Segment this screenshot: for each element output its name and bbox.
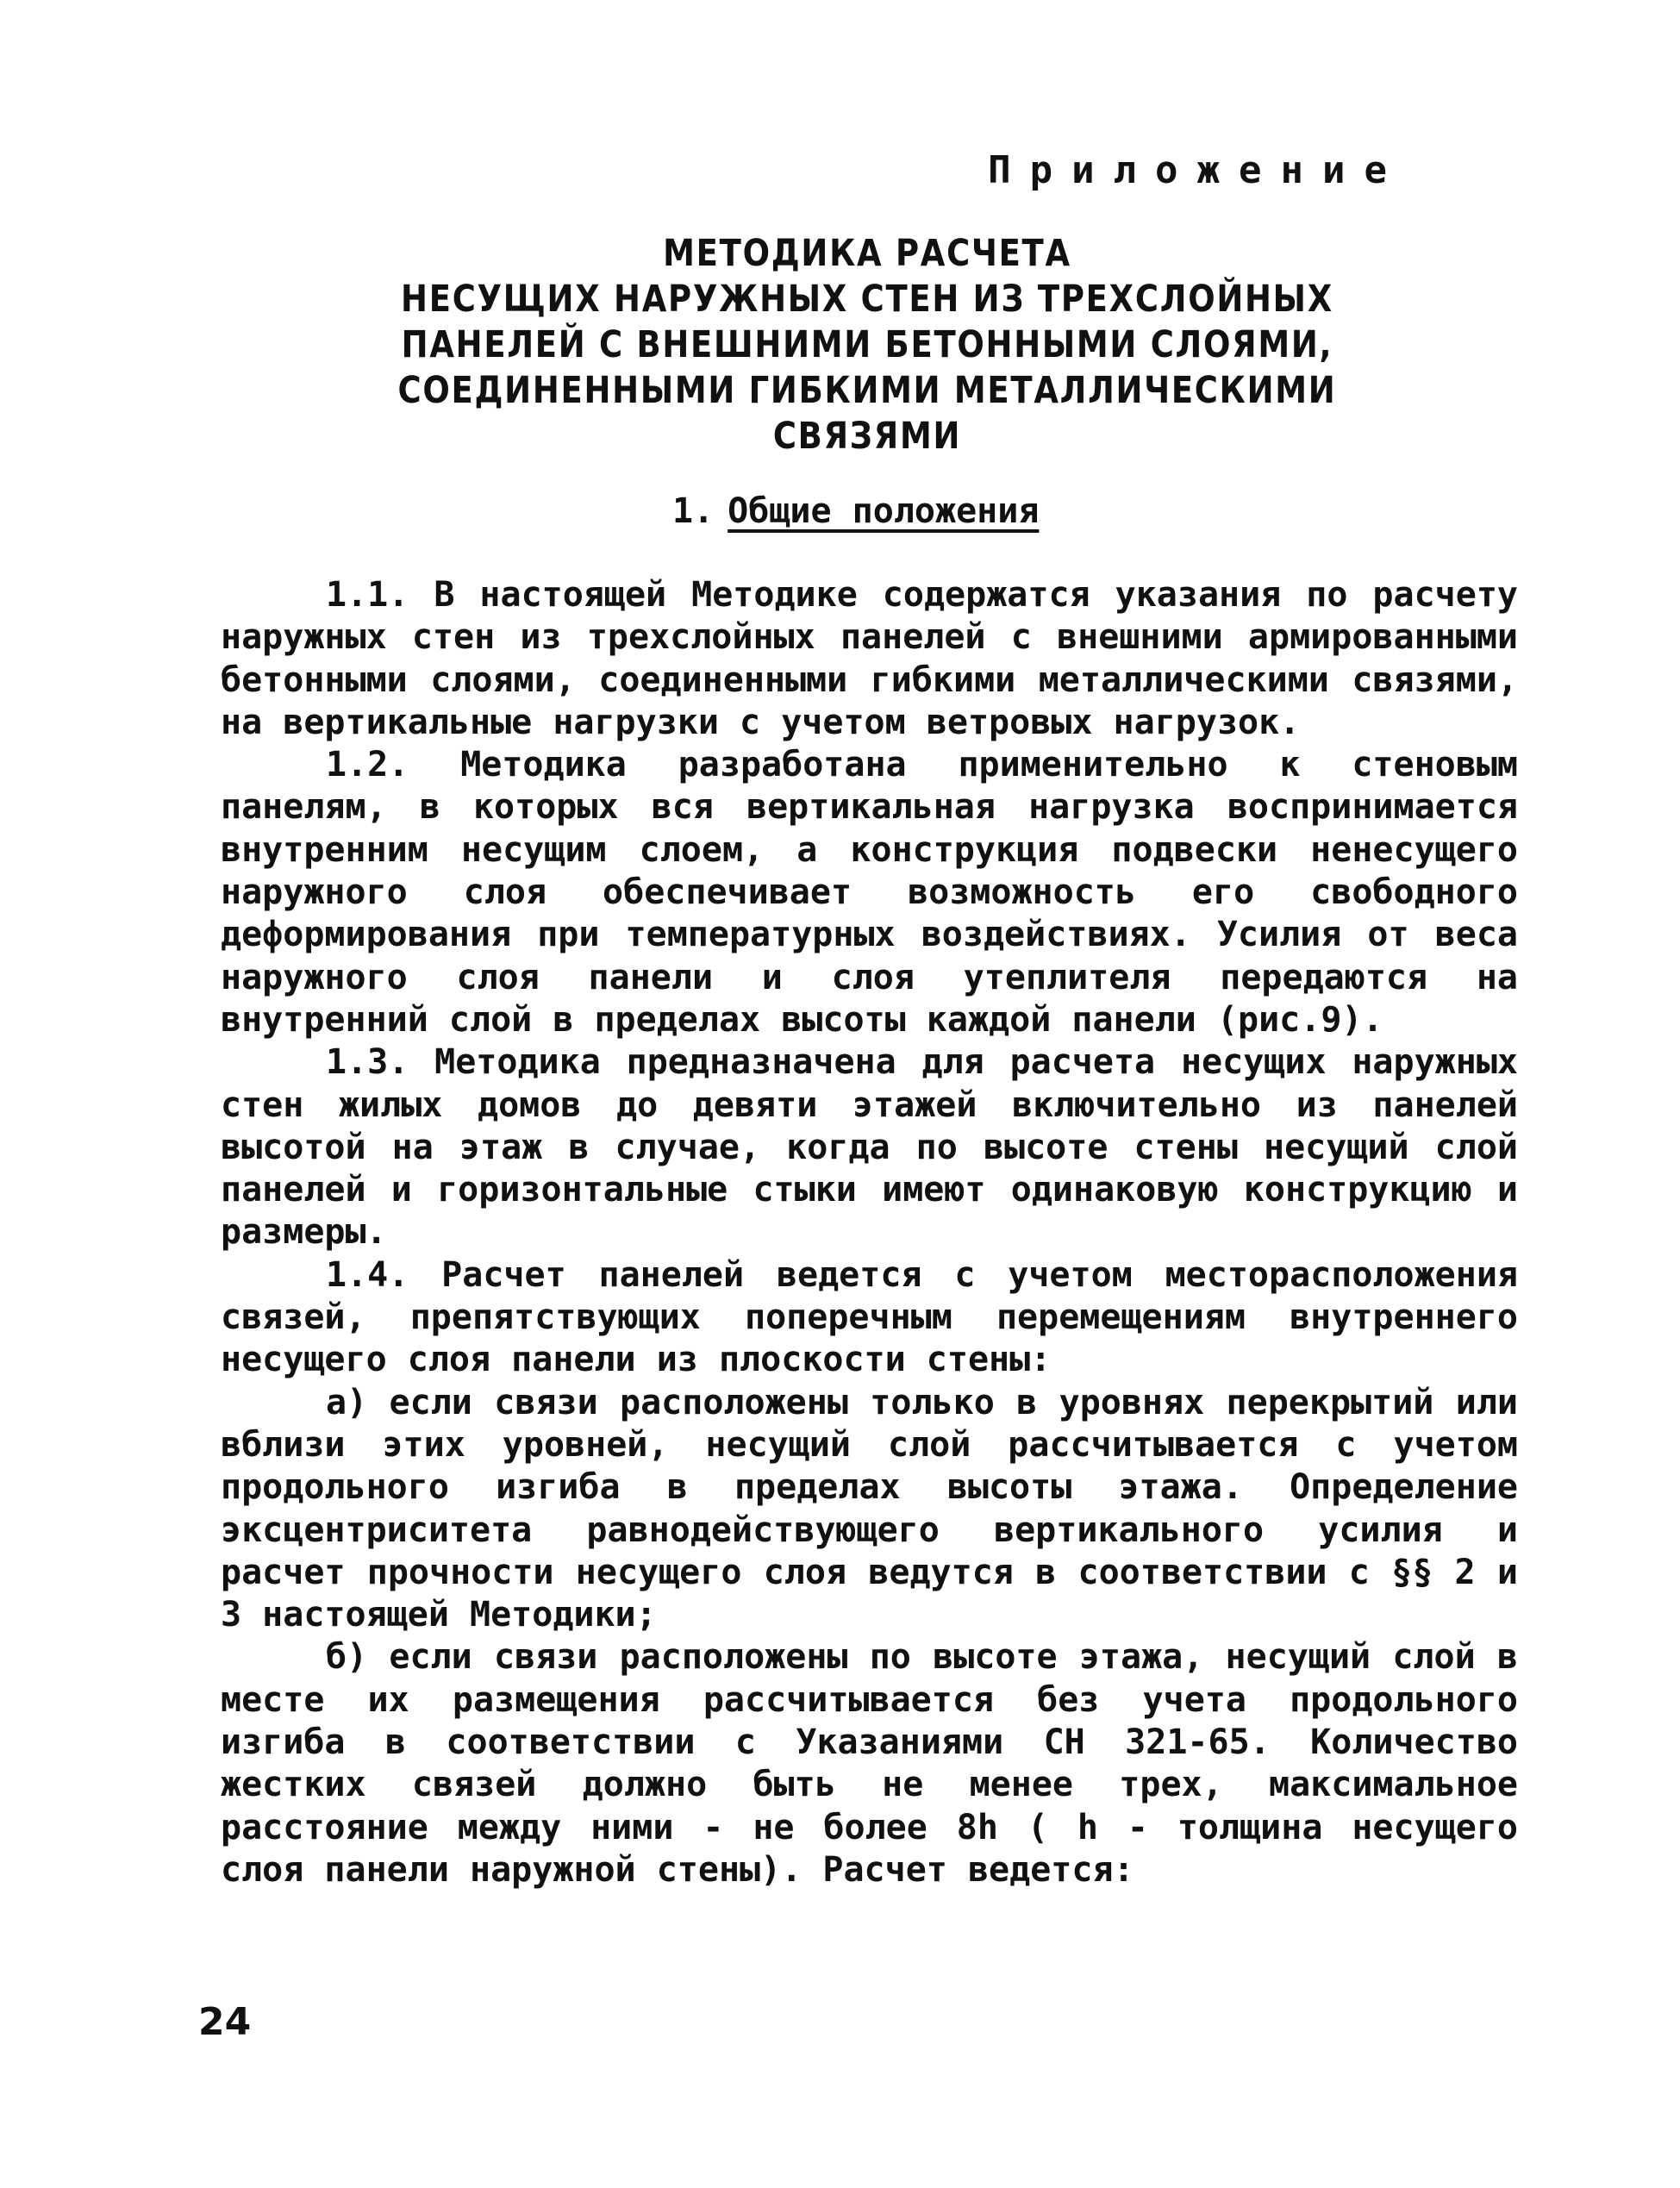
section-number: 1. [672,491,715,531]
paragraph-1-4-a: а) если связи расположены только в уровнях перекрытий или вблизи этих уровней, несущий слой рассчитывается с учетом продольного изгиба в пределах высоты этажа. Определение эксцентриситета равнодействующего вертикального усилия и расчет прочности несущего слоя ведутся в соответствии с §§ 2 и 3 настоящей Методики; [221,1382,1518,1635]
appendix-label: Приложение [988,148,1406,192]
section-title: Общие положения [728,491,1040,531]
section-heading [672,491,1039,531]
title-line: МЕТОДИКА РАСЧЕТА [663,232,1071,275]
document-title [52,231,1680,459]
title-line: СВЯЗЯМИ [772,415,962,458]
paragraph-1-2: 1.2. Методика разработана применительно к стеновым панелям, в которых вся вертикальная нагрузка воспринимается внутренним несущим слоем, а конструкция подвески ненесущего наружного слоя обеспечивает возможность его свободного деформирования при температурных воздействиях. Усилия от веса наружного слоя панели и слоя утеплителя передаются на внутренний слой в пределах высоты каждой панели (рис.9). [221,745,1518,1040]
paragraph-1-3: 1.3. Методика предназначена для расчета несущих наружных стен жилых домов до девяти этажей включительно из панелей высотой на этаж в случае, когда по высоте стены несущий слой панелей и горизонтальные стыки имеют одинаковую конструкцию и размеры. [221,1042,1518,1253]
paragraph-1-1: 1.1. В настоящей Методике содержатся указания по расчету наружных стен из трехслойных панелей с внешними армированными бетонными слоями, соединенными гибкими металлическими связями, на вертикальные нагрузки с учетом ветровых нагрузок. [221,575,1518,742]
paragraph-1-4-b: б) если связи расположены по высоте этажа, несущий слой в месте их размещения рассчитывается без учета продольного изгиба в соответствии с Указаниями СН 321-65. Количество жестких связей должно быть не менее трех, максимальное расстояние между ними - не более 8h ( h - толщина несущего слоя панели наружной стены). Расчет ведется: [221,1637,1518,1890]
title-line: ПАНЕЛЕЙ С ВНЕШНИМИ БЕТОННЫМИ СЛОЯМИ, [401,323,1333,366]
title-line: СОЕДИНЕННЫМИ ГИБКИМИ МЕТАЛЛИЧЕСКИМИ [397,369,1337,412]
title-line: НЕСУЩИХ НАРУЖНЫХ СТЕН ИЗ ТРЕХСЛОЙНЫХ [401,278,1333,321]
body-text [221,574,1518,1891]
paragraph-1-4: 1.4. Расчет панелей ведется с учетом месторасположения связей, препятствующих поперечным перемещениям внутреннего несущего слоя панели из плоскости стены: [221,1254,1518,1380]
page-number: 24 [198,2000,252,2044]
